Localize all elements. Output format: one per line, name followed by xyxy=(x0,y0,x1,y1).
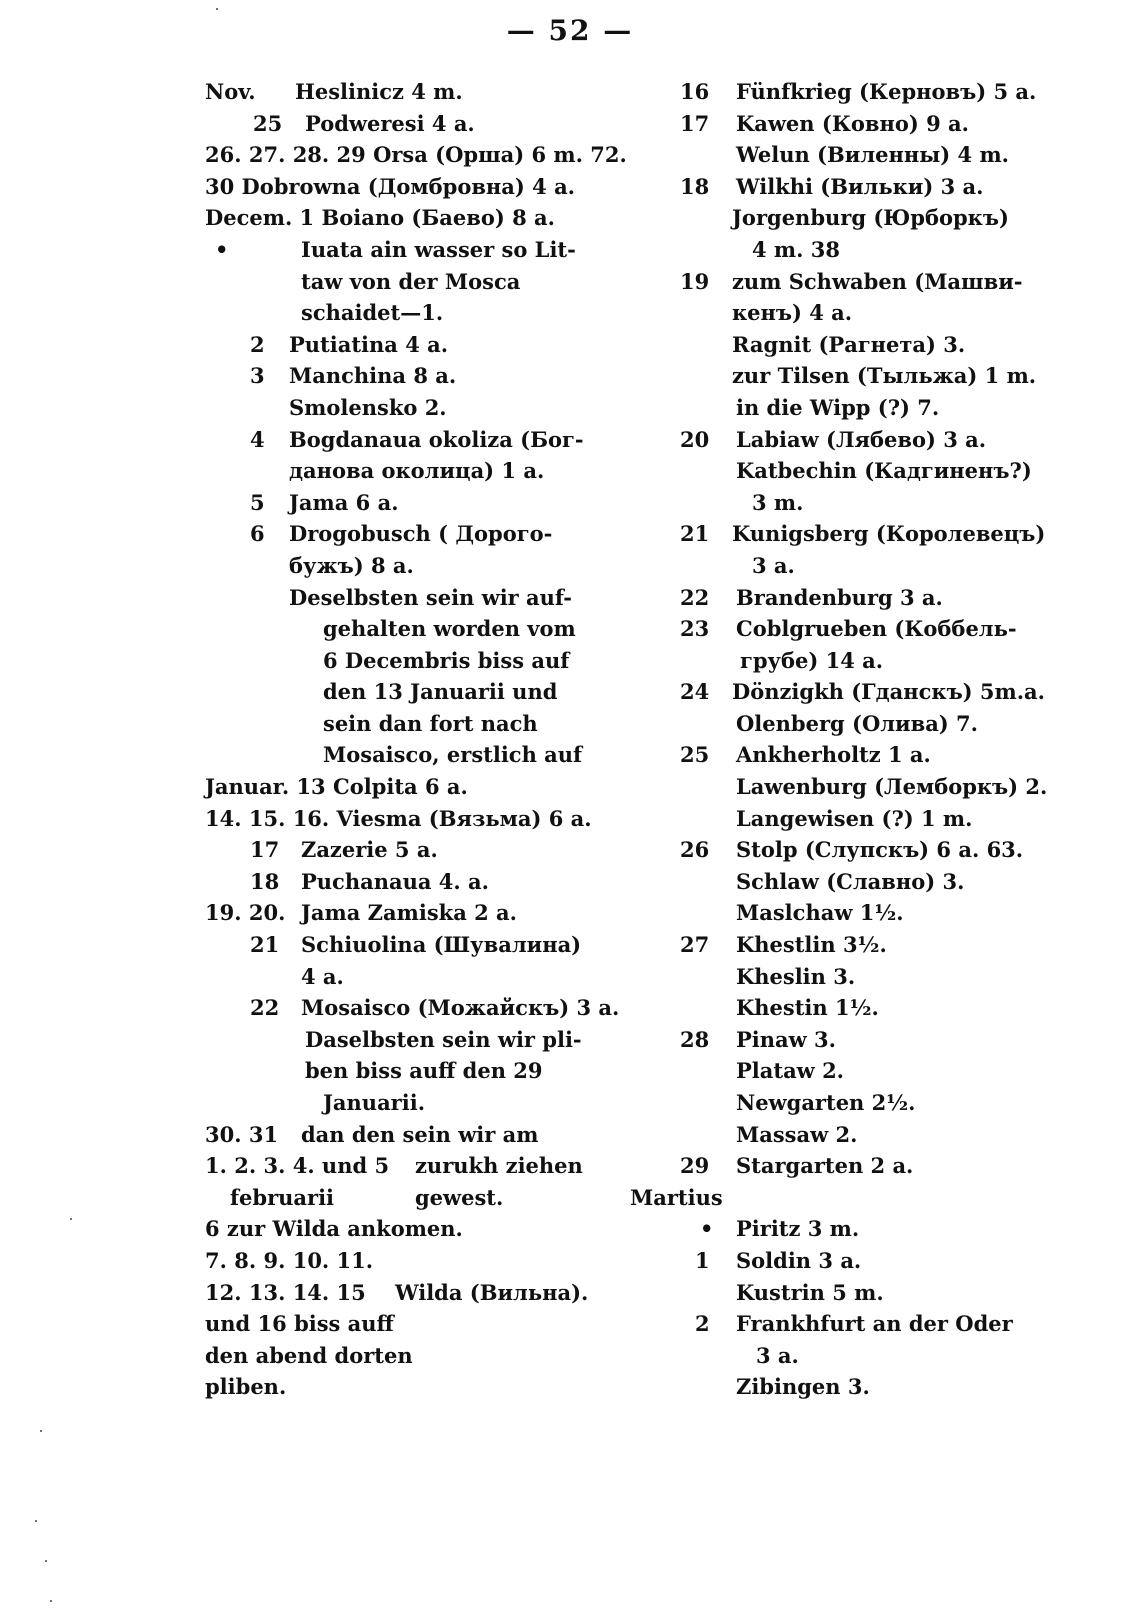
left-entry-date: 18 xyxy=(250,868,280,894)
left-entry-row xyxy=(205,897,595,929)
right-entry-row xyxy=(640,676,1045,708)
left-entry-text: Januar. 13 Colpita 6 a. xyxy=(205,774,468,800)
right-entry-row xyxy=(640,1371,1040,1403)
right-entry-row xyxy=(640,424,1040,456)
right-entry-row xyxy=(640,866,1040,898)
left-entry-text: zurukh ziehen xyxy=(415,1153,583,1179)
left-entry-text: dan den sein wir am xyxy=(301,1121,539,1147)
left-entry-row xyxy=(205,1024,595,1056)
right-entry-text: 3 a. xyxy=(752,552,795,578)
right-entry-row xyxy=(640,1277,1040,1309)
right-entry-row xyxy=(640,771,1048,803)
right-entry-text: Ragnit (Рагнета) 3. xyxy=(732,331,966,357)
left-entry-row xyxy=(205,771,595,803)
left-entry-text: Bogdanaua okoliza (Бог- xyxy=(289,426,584,452)
right-entry-row xyxy=(640,108,1040,140)
left-entry-text: 7. 8. 9. 10. 11. xyxy=(205,1247,374,1273)
right-column xyxy=(630,76,1048,1403)
right-entry-text: Brandenburg 3 a. xyxy=(736,584,943,610)
right-entry-row xyxy=(640,76,1040,108)
left-entry-text: Jama Zamiska 2 a. xyxy=(301,900,517,926)
right-entry-date: 1 xyxy=(695,1247,710,1273)
right-entry-text: Khestin 1½. xyxy=(736,995,879,1021)
left-entry-date: 22 xyxy=(250,995,280,1021)
right-entry-text: Plataw 2. xyxy=(736,1058,844,1084)
right-entry-date: 21 xyxy=(680,521,710,547)
left-entry-text: 6 zur Wilda ankomen. xyxy=(205,1216,463,1242)
left-entry-row xyxy=(205,1119,595,1151)
left-entry-row xyxy=(205,676,595,708)
right-entry-row xyxy=(640,1213,1040,1245)
left-entry-row xyxy=(205,866,595,898)
right-entry-text: Newgarten 2½. xyxy=(736,1090,916,1115)
right-entry-row xyxy=(640,708,1040,740)
left-entry-text: gehalten worden vom xyxy=(323,616,576,642)
left-entry-date: 1. 2. 3. 4. und 5 xyxy=(205,1153,390,1179)
left-entry-row xyxy=(205,961,595,993)
right-entry-date: 19 xyxy=(680,268,710,294)
right-entry-text: Zibingen 3. xyxy=(736,1374,870,1400)
right-entry-row xyxy=(640,202,1040,234)
left-entry-row xyxy=(205,1087,595,1119)
left-entry-date: Nov. xyxy=(205,79,256,104)
left-entry-text: Smolensko 2. xyxy=(289,394,447,420)
right-entry-text: Olenberg (Олива) 7. xyxy=(736,710,978,736)
left-entry-row xyxy=(205,392,595,424)
right-entry-text: грубе) 14 a. xyxy=(740,647,884,673)
left-entry-text: Zazerie 5 a. xyxy=(301,837,438,863)
right-entry-date: 22 xyxy=(680,584,710,610)
left-entry-row xyxy=(205,266,595,298)
right-entry-text: Kustrin 5 m. xyxy=(736,1279,884,1305)
right-entry-text: кенъ) 4 a. xyxy=(732,300,853,326)
left-entry-text: schaidet—1. xyxy=(301,300,444,326)
right-entry-row xyxy=(640,834,1040,866)
right-entry-text: Wilkhi (Вильки) 3 a. xyxy=(736,173,984,199)
left-entry-row xyxy=(205,803,595,835)
left-entry-row xyxy=(205,297,595,329)
right-entry-row xyxy=(640,360,1040,392)
right-entry-row xyxy=(640,550,1040,582)
left-entry-text: Jama 6 a. xyxy=(289,489,399,515)
left-entry-row xyxy=(205,1340,595,1372)
right-entry-text: Maslchaw 1½. xyxy=(736,900,904,926)
right-entry-date: 2 xyxy=(695,1311,710,1337)
left-entry-date: 6 xyxy=(250,521,265,547)
left-entry-date: 19. 20. xyxy=(205,900,286,926)
right-entry-row xyxy=(640,487,1040,519)
left-entry-row xyxy=(205,76,595,108)
right-entry-row xyxy=(640,961,1040,993)
left-entry-row xyxy=(205,329,595,361)
left-entry-text: Podweresi 4 a. xyxy=(305,110,475,136)
right-entry-row xyxy=(640,518,1046,550)
right-entry-date: 17 xyxy=(680,110,710,136)
left-entry-date: 12. 13. 14. 15 xyxy=(205,1279,366,1305)
right-entry-text: Massaw 2. xyxy=(736,1121,858,1147)
left-entry-row xyxy=(205,360,595,392)
left-entry-date: 3 xyxy=(250,363,265,389)
left-entry-row xyxy=(205,1371,595,1403)
scan-speck xyxy=(50,1600,52,1602)
right-entry-text: Welun (Виленны) 4 m. xyxy=(736,142,1009,168)
right-entry-text: Kunigsberg (Королевецъ) xyxy=(732,521,1046,547)
right-entry-row xyxy=(640,1087,1040,1119)
left-entry-row xyxy=(205,518,595,550)
left-entry-row xyxy=(205,1055,595,1087)
right-entry-row xyxy=(640,803,1040,835)
right-entry-row xyxy=(640,897,1040,929)
left-entry-date: 2 xyxy=(250,331,265,357)
right-entry-text: Soldin 3 a. xyxy=(736,1247,862,1273)
right-entry-row xyxy=(640,992,1040,1024)
right-entry-row xyxy=(640,929,1040,961)
right-entry-text: Lawenburg (Лемборкъ) 2. xyxy=(736,774,1048,800)
left-entry-row xyxy=(205,234,595,266)
left-entry-text: Heslinicz 4 m. xyxy=(295,79,463,104)
right-entry-row xyxy=(640,1340,1040,1372)
right-entry-text: Dönzigkh (Гданскъ) 5m.a. xyxy=(732,679,1045,705)
left-entry-text: 4 a. xyxy=(301,963,344,989)
right-entry-row xyxy=(640,455,1040,487)
left-entry-row xyxy=(205,171,595,203)
left-entry-text: pliben. xyxy=(205,1374,287,1400)
left-entry-text: данова околица) 1 a. xyxy=(289,458,545,484)
left-entry-date: 17 xyxy=(250,837,280,863)
right-entry-row xyxy=(640,171,1040,203)
left-entry-text: Drogobusch ( Дорого- xyxy=(289,521,553,547)
left-entry-row xyxy=(205,613,595,645)
left-entry-text: Deselbsten sein wir auf- xyxy=(289,584,572,610)
left-entry-row xyxy=(205,1182,595,1214)
right-entry-text: Khestlin 3½. xyxy=(736,932,887,958)
left-entry-row xyxy=(205,487,595,519)
right-entry-row xyxy=(640,645,1040,677)
right-entry-row xyxy=(640,1308,1040,1340)
right-entry-date: 18 xyxy=(680,173,710,199)
left-entry-text: Putiatina 4 a. xyxy=(289,331,449,357)
left-entry-row xyxy=(205,645,595,677)
right-entry-text: 4 m. 38 xyxy=(752,236,840,262)
right-entry-row xyxy=(640,297,1040,329)
right-entry-row xyxy=(640,329,1040,361)
right-entry-text: 3 m. xyxy=(752,489,804,515)
left-entry-date: 4 xyxy=(250,426,265,452)
left-entry-date: • xyxy=(215,236,229,262)
scan-speck xyxy=(40,1430,42,1432)
right-entry-date: 29 xyxy=(680,1153,710,1179)
right-entry-text: Pinaw 3. xyxy=(736,1026,836,1052)
right-entry-text: Coblgrueben (Коббель- xyxy=(736,616,1017,642)
left-entry-row xyxy=(205,1277,595,1309)
left-entry-text: Manchina 8 a. xyxy=(289,363,457,389)
right-entry-date: 23 xyxy=(680,616,710,642)
right-entry-text: Fünfkrieg (Керновъ) 5 a. xyxy=(736,79,1037,104)
right-entry-row xyxy=(630,1182,1040,1214)
left-entry-date: 5 xyxy=(250,489,265,515)
left-entry-row xyxy=(205,424,595,456)
left-entry-text: Januarii. xyxy=(323,1090,426,1115)
right-entry-text: Schlaw (Славно) 3. xyxy=(736,868,965,894)
left-entry-row xyxy=(205,550,595,582)
left-entry-row xyxy=(205,202,595,234)
right-entry-row xyxy=(640,266,1040,298)
left-entry-text: Daselbsten sein wir pli- xyxy=(305,1026,582,1052)
right-entry-row xyxy=(640,1055,1040,1087)
left-entry-text: 14. 15. 16. Viesma (Вязьма) 6 a. xyxy=(205,805,592,831)
right-entry-date: Martius xyxy=(630,1184,723,1210)
right-entry-row xyxy=(640,1119,1040,1151)
right-entry-row xyxy=(640,1245,1040,1277)
left-entry-text: 30 Dobrowna (Домбровна) 4 a. xyxy=(205,173,575,199)
left-entry-date: 21 xyxy=(250,932,280,958)
scan-speck xyxy=(45,1560,47,1562)
right-entry-text: Stargarten 2 a. xyxy=(736,1153,914,1179)
right-entry-date: 24 xyxy=(680,679,710,705)
right-entry-date: 16 xyxy=(680,79,710,104)
left-entry-row xyxy=(205,1213,595,1245)
right-entry-text: Kawen (Ковно) 9 a. xyxy=(736,110,969,136)
left-entry-date: februarii xyxy=(230,1184,335,1210)
right-entry-text: Piritz 3 m. xyxy=(736,1216,860,1242)
right-entry-date: 20 xyxy=(680,426,710,452)
left-entry-row xyxy=(205,992,620,1024)
right-entry-date: 28 xyxy=(680,1026,710,1052)
right-entry-text: Kheslin 3. xyxy=(736,963,856,989)
left-entry-row xyxy=(205,834,595,866)
right-entry-text: Katbechin (Кадгиненъ?) xyxy=(736,458,1032,484)
right-entry-text: Langewisen (?) 1 m. xyxy=(736,805,973,831)
left-entry-text: den abend dorten xyxy=(205,1342,413,1368)
right-entry-text: zur Tilsen (Тыльжа) 1 m. xyxy=(732,363,1037,389)
left-entry-text: ben biss auff den 29 xyxy=(305,1058,543,1084)
right-entry-text: Jorgenburg (Юрборкъ) xyxy=(732,205,1009,231)
right-entry-row xyxy=(640,392,1040,424)
right-entry-row xyxy=(640,739,1040,771)
left-entry-text: Wilda (Вильна). xyxy=(395,1279,589,1305)
scan-speck xyxy=(70,1218,72,1220)
left-entry-date: 30. 31 xyxy=(205,1121,279,1147)
right-entry-row xyxy=(640,1150,1040,1182)
left-entry-row xyxy=(205,708,595,740)
left-entry-text: бужъ) 8 a. xyxy=(289,552,414,578)
left-entry-text: Iuata ain wasser so Lit- xyxy=(301,236,576,262)
scan-speck xyxy=(35,1520,37,1522)
left-entry-text: sein dan fort nach xyxy=(323,710,538,736)
right-entry-date: 27 xyxy=(680,932,710,958)
left-entry-text: 6 Decembris biss auf xyxy=(323,647,570,673)
left-entry-row xyxy=(205,1245,595,1277)
left-entry-row xyxy=(205,108,595,140)
right-entry-text: 3 a. xyxy=(756,1342,799,1368)
right-entry-date: • xyxy=(700,1216,714,1242)
right-entry-text: Stolp (Слупскъ) 6 a. 63. xyxy=(736,837,1024,863)
right-entry-text: zum Schwaben (Машви- xyxy=(732,268,1023,294)
right-entry-date: 25 xyxy=(680,742,710,768)
left-entry-text: Schiuolina (Шувалина) xyxy=(301,932,582,958)
left-entry-text: den 13 Januarii und xyxy=(323,679,558,705)
left-entry-text: gewest. xyxy=(415,1184,504,1210)
left-entry-row xyxy=(205,455,595,487)
scan-speck xyxy=(216,8,218,10)
left-entry-text: Mosaisco (Можайскъ) 3 a. xyxy=(301,995,620,1021)
left-entry-text: und 16 biss auff xyxy=(205,1311,394,1337)
left-entry-row xyxy=(205,739,595,771)
left-entry-row xyxy=(205,929,595,961)
right-entry-text: Ankherholtz 1 a. xyxy=(736,742,931,768)
right-entry-row xyxy=(640,1024,1040,1056)
left-entry-date: 25 xyxy=(253,110,283,136)
left-entry-row xyxy=(205,582,595,614)
left-entry-row xyxy=(205,1308,595,1340)
right-entry-date: 26 xyxy=(680,837,710,863)
left-column xyxy=(205,76,627,1403)
left-entry-row xyxy=(205,139,627,171)
right-entry-row xyxy=(640,139,1040,171)
left-entry-text: Puchanaua 4. a. xyxy=(301,868,489,894)
right-entry-row xyxy=(640,582,1040,614)
right-entry-row xyxy=(640,234,1040,266)
page-number: — 52 — xyxy=(506,14,634,47)
left-entry-row xyxy=(205,1150,595,1182)
right-entry-row xyxy=(640,613,1040,645)
right-entry-text: in die Wipp (?) 7. xyxy=(736,394,940,420)
right-entry-text: Labiaw (Лябево) 3 a. xyxy=(736,426,987,452)
right-entry-text: Frankhfurt an der Oder xyxy=(736,1311,1013,1337)
left-entry-text: taw von der Mosca xyxy=(301,268,521,294)
left-entry-text: 26. 27. 28. 29 Orsa (Орша) 6 m. 72. xyxy=(205,142,627,168)
left-entry-text: Decem. 1 Boiano (Баево) 8 a. xyxy=(205,205,555,231)
left-entry-text: Mosaisco, erstlich auf xyxy=(323,742,583,768)
